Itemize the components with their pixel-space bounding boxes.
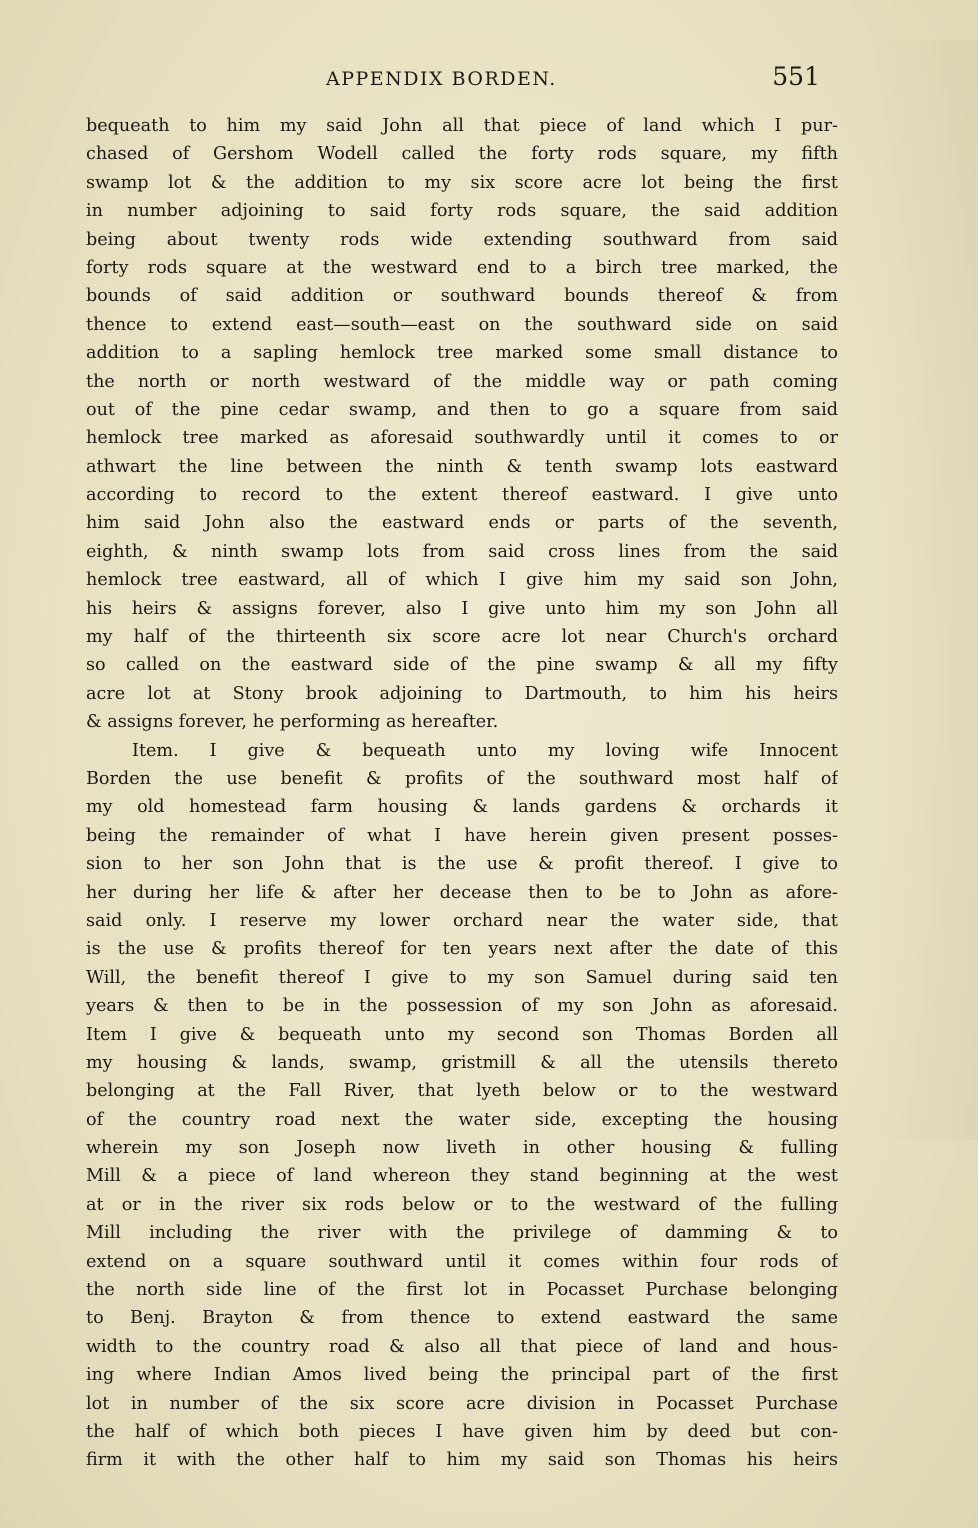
text-line: the north or north westward of the middle way or path coming	[86, 371, 838, 392]
text-line: said only. I reserve my lower orchard near the water side, that	[86, 910, 838, 931]
text-line: belonging at the Fall River, that lyeth below or to the westward	[86, 1081, 838, 1102]
text-line: his heirs & assigns forever, also I give unto him my son John all	[86, 598, 838, 619]
text-line: addition to a sapling hemlock tree marked some small distance to	[86, 343, 838, 364]
text-line: my housing & lands, swamp, gristmill & all the utensils thereto	[86, 1052, 838, 1073]
running-head: APPENDIX BORDEN.	[326, 68, 557, 90]
text-line: athwart the line between the ninth & tenth swamp lots eastward	[86, 456, 838, 477]
text-line: Borden the use benefit & profits of the southward most half of	[86, 768, 838, 789]
text-line: lot in number of the six score acre division in Pocasset Purchase	[86, 1393, 838, 1414]
facing-page-bleed-through	[868, 40, 978, 1140]
text-line: firm it with the other half to him my said son Thomas his heirs	[86, 1450, 838, 1471]
text-line: ing where Indian Amos lived being the principal part of the first	[86, 1365, 838, 1386]
text-line: Mill including the river with the privilege of damming & to	[86, 1223, 838, 1244]
text-line: eighth, & ninth swamp lots from said cross lines from the said	[86, 541, 838, 562]
text-line: Mill & a piece of land whereon they stand beginning at the west	[86, 1166, 838, 1187]
text-line: the half of which both pieces I have given him by deed but con-	[86, 1421, 838, 1442]
page-header	[86, 62, 838, 98]
text-line: Will, the benefit thereof I give to my son Samuel during said ten	[86, 967, 838, 988]
text-line: according to record to the extent thereof eastward. I give unto	[86, 485, 838, 506]
paragraph-end-line: & assigns forever, he performing as hereafter.	[86, 712, 499, 733]
text-line: out of the pine cedar swamp, and then to go a square from said	[86, 399, 838, 420]
text-line: thence to extend east—south—east on the southward side on said	[86, 314, 838, 335]
text-line: of the country road next the water side, excepting the housing	[86, 1109, 838, 1130]
text-line: my old homestead farm housing & lands gardens & orchards it	[86, 797, 838, 818]
text-line: at or in the river six rods below or to the westward of the fulling	[86, 1194, 838, 1215]
text-line: hemlock tree marked as aforesaid southwardly until it comes to or	[86, 428, 838, 449]
text-line: extend on a square southward until it comes within four rods of	[86, 1251, 838, 1272]
text-line: wherein my son Joseph now liveth in other housing & fulling	[86, 1138, 838, 1159]
text-line: being about twenty rods wide extending southward from said	[86, 229, 838, 250]
text-line: so called on the eastward side of the pine swamp & all my fifty	[86, 655, 838, 676]
text-line: forty rods square at the westward end to a birch tree marked, the	[86, 257, 838, 278]
text-line: Item I give & bequeath unto my second son Thomas Borden all	[86, 1024, 838, 1045]
paragraph-start-line: Item. I give & bequeath unto my loving wife Innocent	[132, 740, 838, 761]
text-line: him said John also the eastward ends or parts of the seventh,	[86, 513, 838, 534]
text-line: years & then to be in the possession of my son John as aforesaid.	[86, 996, 838, 1017]
page-number: 551	[772, 62, 820, 91]
text-line: her during her life & after her decease then to be to John as afore-	[86, 882, 838, 903]
text-line: to Benj. Brayton & from thence to extend eastward the same	[86, 1308, 838, 1329]
text-line: is the use & profits thereof for ten years next after the date of this	[86, 939, 838, 960]
text-line: hemlock tree eastward, all of which I give him my said son John,	[86, 570, 838, 591]
text-line: swamp lot & the addition to my six score acre lot being the first	[86, 172, 838, 193]
text-line: bequeath to him my said John all that piece of land which I pur-	[86, 116, 838, 136]
text-line: bounds of said addition or southward bounds thereof & from	[86, 286, 838, 307]
text-line: the north side line of the first lot in Pocasset Purchase belonging	[86, 1280, 838, 1301]
text-line: being the remainder of what I have herein given present posses-	[86, 825, 838, 846]
text-line: chased of Gershom Wodell called the forty rods square, my fifth	[86, 144, 838, 165]
text-line: my half of the thirteenth six score acre lot near Church's orchard	[86, 627, 838, 648]
body-text	[86, 112, 838, 1475]
text-line: width to the country road & also all that piece of land and hous-	[86, 1336, 838, 1357]
text-line: acre lot at Stony brook adjoining to Dartmouth, to him his heirs	[86, 683, 838, 704]
text-line: sion to her son John that is the use & profit thereof. I give to	[86, 854, 838, 875]
text-line: in number adjoining to said forty rods square, the said addition	[86, 201, 838, 222]
